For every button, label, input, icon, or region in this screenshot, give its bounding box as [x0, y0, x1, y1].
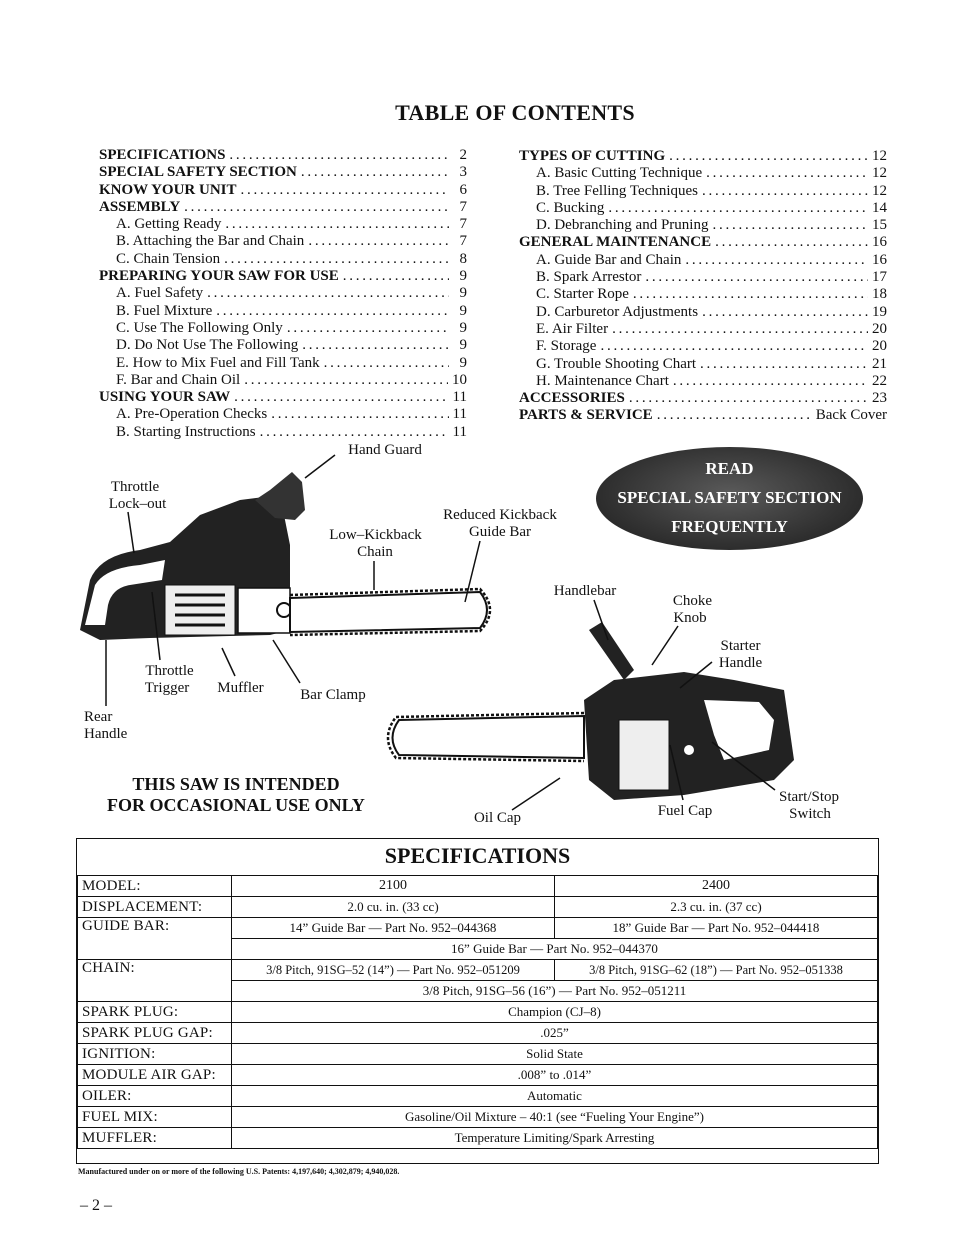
toc-entry-page: 9: [459, 337, 467, 354]
spec-value: 16” Guide Bar — Part No. 952–044370: [232, 939, 878, 960]
leader-muffler: [222, 648, 235, 676]
table-row: [78, 1086, 878, 1107]
label-throttle-lockout-2: Lock–out: [108, 496, 167, 512]
toc-entry-page: 9: [459, 302, 467, 319]
toc-entry-page: Back Cover: [815, 407, 887, 424]
intended-line-1: THIS SAW IS INTENDED: [132, 774, 340, 794]
toc-entry-page: 9: [459, 285, 467, 302]
leader-hand-guard: [305, 455, 335, 478]
toc-entry-label: ACCESSORIES: [519, 390, 625, 407]
toc-entry-page: 8: [459, 250, 467, 267]
toc-entry-page: 7: [459, 233, 467, 250]
toc-entry-page: 20: [872, 320, 887, 337]
spec-key: DISPLACEMENT:: [78, 897, 232, 918]
toc-entry-page: 12: [872, 165, 887, 182]
table-row: [78, 1044, 878, 1065]
label-starter-1: Starter: [720, 638, 761, 654]
intended-line-2: FOR OCCASIONAL USE ONLY: [107, 795, 365, 815]
toc-entry-label: A. Guide Bar and Chain: [536, 251, 682, 268]
spec-key: OILER:: [78, 1086, 232, 1107]
toc-entry-label: GENERAL MAINTENANCE: [519, 234, 712, 251]
spec-value: Automatic: [232, 1086, 878, 1107]
toc-entry-label: TYPES OF CUTTING: [519, 148, 666, 164]
toc-entry-label: C. Starter Rope: [536, 286, 629, 303]
specifications-table: [77, 875, 878, 1149]
leader-handlebar: [594, 600, 608, 640]
toc-entry-page: 22: [872, 372, 887, 389]
toc-entry-label: F. Storage: [536, 338, 597, 355]
toc-entry-label: F. Bar and Chain Oil: [116, 371, 241, 388]
toc-entry-label: G. Trouble Shooting Chart: [536, 355, 697, 372]
patent-footnote: Manufactured under on or more of the following U.S. Patents: 4,197,640; 4,302,879; 4,940,028.: [78, 1167, 400, 1176]
label-hand-guard: Hand Guard: [348, 442, 422, 458]
spec-value: Temperature Limiting/Spark Arresting: [232, 1128, 878, 1149]
toc-entry-page: 21: [872, 355, 887, 372]
toc-entry-page: 23: [872, 390, 887, 407]
label-muffler: Muffler: [217, 680, 264, 696]
label-bar-clamp: Bar Clamp: [300, 687, 366, 703]
table-row: [78, 1128, 878, 1149]
table-row: [78, 897, 878, 918]
toc-entry-page: 11: [452, 423, 467, 440]
label-reduced-kickback-2: Guide Bar: [468, 524, 532, 540]
table-row: [78, 1023, 878, 1044]
spec-value: Champion (CJ–8): [232, 1002, 878, 1023]
spec-value: 3/8 Pitch, 91SG–62 (18”) — Part No. 952–051338: [555, 960, 878, 981]
spec-value: 2100: [232, 876, 555, 897]
table-row: [78, 1002, 878, 1023]
label-handlebar: Handlebar: [553, 583, 617, 599]
spec-key: FUEL MIX:: [78, 1107, 232, 1128]
toc-entry-label: A. Basic Cutting Technique: [536, 165, 703, 182]
leader-oil-cap: [512, 778, 560, 810]
label-starter-2: Handle: [718, 655, 763, 671]
toc-entry-label: A. Pre-Operation Checks: [116, 406, 268, 423]
spec-key: SPARK PLUG:: [78, 1002, 232, 1023]
spec-value: .025”: [232, 1023, 878, 1044]
toc-entry-label: C. Use The Following Only: [116, 319, 283, 336]
intended-use-note: [76, 774, 396, 816]
label-fuel-cap: Fuel Cap: [657, 803, 713, 819]
label-low-kickback-1: Low–Kickback: [329, 527, 422, 543]
toc-entry-page: 9: [459, 319, 467, 336]
label-throttle-trigger-2: Trigger: [144, 680, 190, 696]
toc-entry-label: B. Attaching the Bar and Chain: [116, 233, 305, 250]
leader-throttle-lockout: [128, 512, 134, 553]
toc-entry-page: 14: [872, 199, 887, 216]
toc-entry-page: 12: [872, 182, 887, 199]
spec-value: Gasoline/Oil Mixture – 40:1 (see “Fueling Your Engine”): [232, 1107, 878, 1128]
label-oil-cap: Oil Cap: [473, 810, 522, 826]
specifications-box: [76, 838, 879, 1164]
spec-value: 3/8 Pitch, 91SG–56 (16”) — Part No. 952–051211: [232, 981, 878, 1002]
toc-entry-label: B. Spark Arrestor: [536, 269, 642, 286]
toc-entry-page: 6: [459, 181, 467, 198]
toc-entry-label: SPECIAL SAFETY SECTION: [99, 164, 297, 181]
label-choke-2: Knob: [673, 610, 707, 626]
leader-starter: [680, 662, 712, 688]
toc-entry-page: 10: [452, 371, 467, 388]
spec-value: 2400: [555, 876, 878, 897]
toc-entry-page: 7: [459, 198, 467, 215]
toc-entry-label: C. Bucking: [536, 199, 605, 216]
toc-entry-page: 12: [872, 148, 887, 164]
toc-entry-label: PREPARING YOUR SAW FOR USE: [99, 268, 339, 285]
toc-entry-label: ASSEMBLY: [99, 198, 181, 215]
toc-entry-label: D. Do Not Use The Following: [116, 337, 299, 354]
toc-entry-label: E. How to Mix Fuel and Fill Tank: [116, 354, 320, 371]
toc-entry-label: KNOW YOUR UNIT: [99, 181, 237, 198]
spec-value: 3/8 Pitch, 91SG–52 (14”) — Part No. 952–051209: [232, 960, 555, 981]
toc-entry-page: 2: [459, 147, 467, 163]
table-row: [78, 1065, 878, 1086]
toc-entry-label: D. Debranching and Pruning: [536, 217, 709, 234]
table-row: [78, 960, 878, 981]
toc-entry-label: H. Maintenance Chart: [536, 372, 669, 389]
toc-entry-page: 19: [872, 303, 887, 320]
spec-key: MUFFLER:: [78, 1128, 232, 1149]
label-throttle-trigger-1: Throttle: [145, 663, 194, 679]
spec-key: MODULE AIR GAP:: [78, 1065, 232, 1086]
label-low-kickback-2: Chain: [357, 544, 393, 560]
leader-fuel-cap: [670, 745, 683, 800]
label-reduced-kickback-1: Reduced Kickback: [443, 507, 557, 523]
spec-value: Solid State: [232, 1044, 878, 1065]
specifications-title: SPECIFICATIONS: [384, 843, 571, 868]
toc-entry-label: B. Starting Instructions: [116, 423, 256, 440]
toc-entry-label: PARTS & SERVICE: [519, 407, 653, 424]
spec-key: IGNITION:: [78, 1044, 232, 1065]
badge-line-1: READ: [705, 459, 754, 478]
leader-choke: [652, 626, 678, 665]
badge-line-3: FREQUENTLY: [671, 517, 788, 536]
toc-entry-label: B. Fuel Mixture: [116, 302, 213, 319]
spec-value: 18” Guide Bar — Part No. 952–044418: [555, 918, 878, 939]
spec-key: MODEL:: [78, 876, 232, 897]
spec-value: 14” Guide Bar — Part No. 952–044368: [232, 918, 555, 939]
toc-entry-label: E. Air Filter: [536, 320, 609, 337]
toc-entry-label: A. Fuel Safety: [116, 285, 204, 302]
leader-start-stop: [712, 742, 775, 790]
toc-entry-label: C. Chain Tension: [116, 250, 221, 267]
label-rear-handle-2: Handle: [84, 726, 128, 742]
table-row: [78, 918, 878, 939]
label-throttle-lockout-1: Throttle: [110, 479, 160, 495]
label-choke-1: Choke: [672, 593, 713, 609]
spec-key: CHAIN:: [78, 960, 232, 1002]
page-number: – 2 –: [80, 1197, 112, 1214]
spec-value: 2.3 cu. in. (37 cc): [555, 897, 878, 918]
read-safety-badge: [596, 447, 863, 550]
table-row: [78, 876, 878, 897]
toc-entry-page: 9: [459, 268, 467, 285]
leader-reduced-kickback: [465, 541, 480, 602]
toc-entry-label: B. Tree Felling Techniques: [536, 182, 699, 199]
toc-entry-label: USING YOUR SAW: [99, 389, 231, 406]
spec-key: GUIDE BAR:: [78, 918, 232, 960]
toc-entry-label: A. Getting Ready: [116, 216, 222, 233]
toc-entry-page: 17: [872, 269, 887, 286]
label-rear-handle-1: Rear: [84, 709, 113, 725]
label-start-stop-2: Switch: [789, 806, 831, 822]
toc-entry-page: 3: [459, 164, 467, 181]
toc-entry-label: D. Carburetor Adjustments: [536, 303, 699, 320]
spec-key: SPARK PLUG GAP:: [78, 1023, 232, 1044]
toc-entry-page: 16: [872, 251, 887, 268]
toc-entry-page: 11: [452, 406, 467, 423]
toc-entry-page: 7: [459, 216, 467, 233]
spec-value: .008” to .014”: [232, 1065, 878, 1086]
toc-entry-page: 9: [459, 354, 467, 371]
page-title: TABLE OF CONTENTS: [395, 100, 635, 125]
toc-entry-page: 20: [872, 338, 887, 355]
toc-entry-page: 18: [872, 286, 887, 303]
table-row: [78, 1107, 878, 1128]
badge-line-2: SPECIAL SAFETY SECTION: [617, 488, 842, 507]
toc-entry-label: SPECIFICATIONS: [99, 147, 226, 163]
spec-value: 2.0 cu. in. (33 cc): [232, 897, 555, 918]
leader-throttle-trigger: [152, 592, 160, 660]
leader-bar-clamp: [273, 640, 300, 683]
toc-entry-page: 15: [872, 217, 887, 234]
label-start-stop-1: Start/Stop: [778, 789, 839, 805]
toc-entry-page: 11: [452, 389, 467, 406]
toc-entry-page: 16: [872, 234, 887, 251]
